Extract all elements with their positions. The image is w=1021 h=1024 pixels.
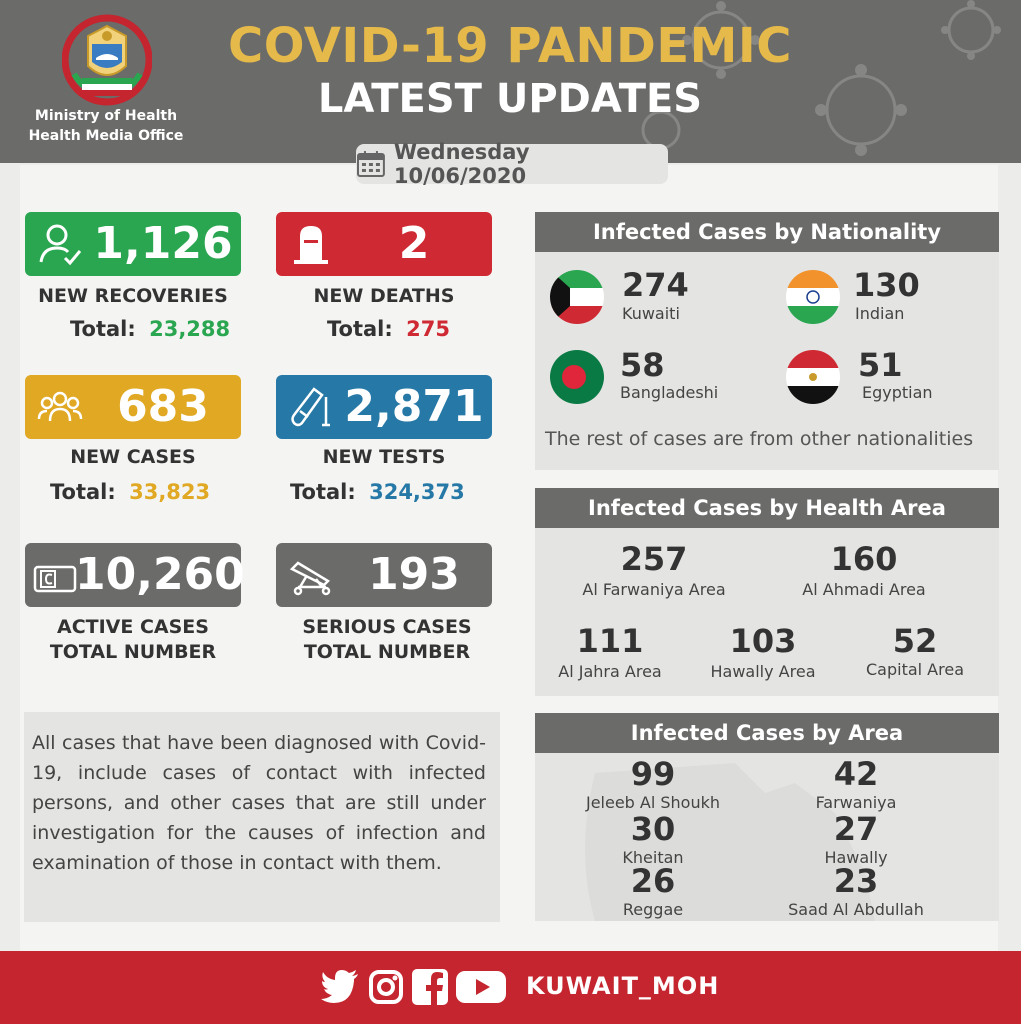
hawally-label: Hawally: [824, 848, 888, 867]
deaths-label: NEW DEATHS: [313, 285, 455, 307]
bangladeshi-value: 58: [620, 346, 665, 384]
reggae-value: 26: [630, 862, 676, 900]
kuwaiti-value: 274: [622, 266, 689, 304]
kuwait-emblem-logo: [62, 14, 152, 106]
active-cases-label-line1: ACTIVE CASES: [57, 616, 209, 638]
tests-total-value: 324,373: [369, 480, 465, 504]
deaths-total-value: 275: [406, 317, 450, 341]
area-section-title: Infected Cases by Area: [535, 713, 999, 753]
tests-label: NEW TESTS: [322, 446, 446, 468]
egyptian-label: Egyptian: [862, 383, 933, 402]
ministry-name: [20, 106, 192, 146]
hospital-bed-icon: [288, 553, 334, 597]
serious-cases-value: 193: [368, 549, 460, 600]
kuwait-flag-icon: [550, 270, 604, 324]
deaths-value: 2: [398, 218, 430, 269]
hawally-area-value: 103: [729, 622, 797, 660]
serious-cases-box: [276, 543, 492, 607]
info-description: All cases that have been diagnosed with Covid-19, include cases of contact with infected persons, and other cases that are still under investigation for the causes of infection and examination of those in contact with them.: [24, 712, 500, 922]
health-area-section-title: Infected Cases by Health Area: [535, 488, 999, 528]
jahra-area-value: 111: [576, 622, 644, 660]
active-cases-label: [22, 615, 244, 665]
farwaniya-value: 42: [833, 755, 879, 793]
person-check-icon: [37, 222, 83, 266]
social-handle[interactable]: KUWAIT_MOH: [526, 972, 720, 1000]
capital-area-value: 52: [892, 622, 938, 660]
jahra-area-label: Al Jahra Area: [558, 662, 662, 681]
deaths-total: [327, 317, 450, 341]
page-title: COVID-19 PANDEMIC: [228, 18, 792, 74]
recoveries-box: [25, 212, 241, 276]
active-cases-value: 10,260: [75, 549, 245, 600]
date-badge: [356, 140, 668, 188]
cases-label: NEW CASES: [70, 446, 196, 468]
tests-box: [276, 375, 492, 439]
deaths-total-label: Total:: [327, 317, 393, 341]
people-group-icon: [37, 385, 83, 429]
hawally-area-label: Hawally Area: [710, 662, 816, 681]
other-nationalities-note: The rest of cases are from other nationalities: [545, 428, 974, 450]
jeleeb-label: Jeleeb Al Shoukh: [585, 793, 721, 812]
tests-total: [290, 480, 465, 504]
tests-value: 2,871: [344, 381, 484, 432]
ahmadi-area-label: Al Ahmadi Area: [802, 580, 926, 599]
cases-value: 683: [117, 381, 209, 432]
recoveries-label: NEW RECOVERIES: [38, 285, 228, 307]
test-tube-icon: [288, 385, 334, 429]
serious-cases-label-line2: TOTAL NUMBER: [303, 641, 471, 663]
facebook-icon[interactable]: [412, 969, 448, 1005]
recoveries-total-label: Total:: [70, 317, 136, 341]
india-flag-icon: [786, 270, 840, 324]
saad-abdullah-label: Saad Al Abdullah: [788, 900, 924, 919]
tests-total-label: Total:: [290, 480, 356, 504]
recoveries-value: 1,126: [93, 218, 233, 269]
twitter-icon[interactable]: [320, 969, 360, 1005]
kuwaiti-label: Kuwaiti: [622, 304, 680, 323]
cases-total: [50, 480, 210, 504]
reggae-label: Reggae: [622, 900, 684, 919]
saad-abdullah-value: 23: [833, 862, 879, 900]
nationality-section-title: Infected Cases by Nationality: [535, 212, 999, 252]
cases-total-value: 33,823: [129, 480, 211, 504]
tombstone-icon: [288, 222, 334, 266]
farwaniya-area-label: Al Farwaniya Area: [582, 580, 726, 599]
ministry-line2: Health Media Office: [28, 128, 184, 144]
serious-cases-label-line1: SERIOUS CASES: [302, 616, 472, 638]
youtube-icon[interactable]: [456, 969, 506, 1005]
cases-box: [25, 375, 241, 439]
egypt-flag-icon: [786, 350, 840, 404]
indian-value: 130: [853, 266, 920, 304]
active-cases-label-line2: TOTAL NUMBER: [49, 641, 217, 663]
kheitan-label: Kheitan: [622, 848, 684, 867]
bangladesh-flag-icon: [550, 350, 604, 404]
active-cases-box: [25, 543, 245, 607]
briefcase-c-icon: [31, 553, 77, 597]
ahmadi-area-value: 160: [830, 540, 898, 578]
cases-total-label: Total:: [50, 480, 116, 504]
ministry-line1: Ministry of Health: [34, 108, 178, 124]
serious-cases-label: [273, 615, 501, 665]
capital-area-label: Capital Area: [865, 660, 964, 679]
bangladeshi-label: Bangladeshi: [620, 383, 719, 402]
egyptian-value: 51: [858, 346, 903, 384]
farwaniya-area-value: 257: [620, 540, 688, 578]
jeleeb-value: 99: [630, 755, 676, 793]
recoveries-total: [70, 317, 230, 341]
calendar-icon: [356, 150, 386, 178]
footer-bar: [0, 951, 1021, 1024]
kheitan-value: 30: [630, 810, 676, 848]
hawally-value: 27: [833, 810, 879, 848]
date-text: Wednesday 10/06/2020: [393, 140, 530, 188]
farwaniya-label: Farwaniya: [815, 793, 897, 812]
instagram-icon[interactable]: [368, 969, 404, 1005]
page-subtitle: LATEST UPDATES: [317, 76, 703, 122]
recoveries-total-value: 23,288: [149, 317, 231, 341]
indian-label: Indian: [855, 304, 905, 323]
deaths-box: [276, 212, 492, 276]
